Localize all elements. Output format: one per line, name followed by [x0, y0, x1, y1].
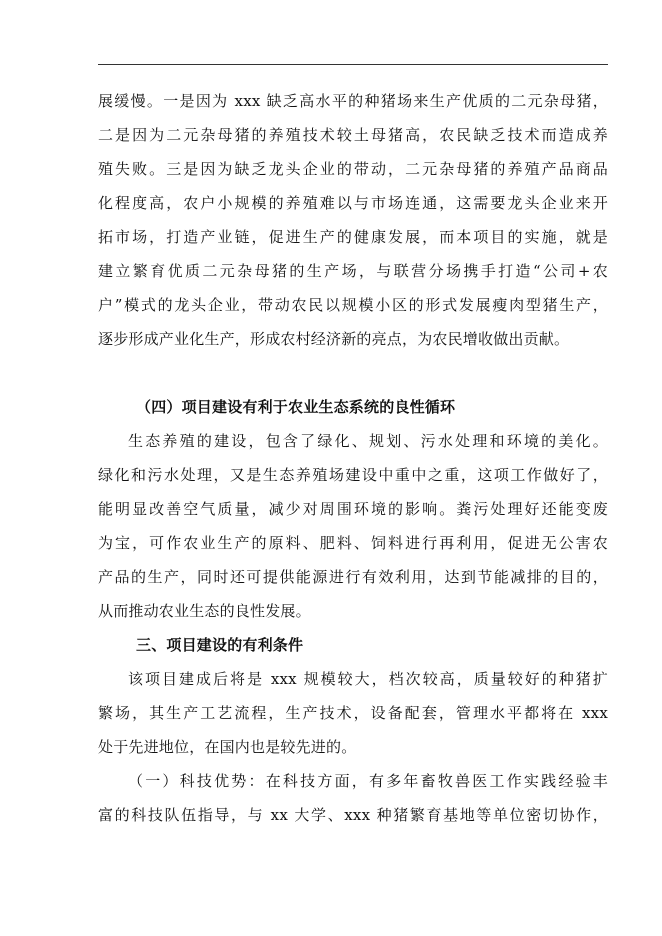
text-line: 二是因为二元杂母猪的养殖技术较土母猪高，农民缺乏技术而造成养 — [98, 126, 608, 144]
text-line: 能明显改善空气质量，减少对周围环境的影响。粪污处理好还能变废 — [98, 500, 608, 518]
header-rule — [98, 64, 608, 65]
text-line: 殖失败。三是因为缺乏龙头企业的带动，二元杂母猪的养殖产品商品 — [98, 160, 608, 178]
paragraph-gap — [98, 356, 608, 390]
text-line: 产品的生产，同时还可提供能源进行有效利用，达到节能减排的目的， — [98, 568, 608, 586]
paragraph-1 — [98, 84, 608, 356]
section-heading: 三、项目建设的有利条件 — [136, 636, 304, 654]
document-body — [98, 84, 608, 832]
text-line: 展缓慢。一是因为 xxx 缺乏高水平的种猪场来生产优质的二元杂母猪， — [98, 92, 608, 110]
section-heading: （四）项目建设有利于农业生态系统的良性循环 — [136, 398, 456, 416]
text-line: 富的科技队伍指导，与 xx 大学、xxx 种猪繁育基地等单位密切协作， — [98, 806, 608, 824]
text-line: 绿化和污水处理，又是生态养殖场建设中重中之重，这项工作做好了， — [98, 466, 608, 484]
text-line: 处于先进地位，在国内也是较先进的。 — [98, 738, 357, 756]
text-line: 从而推动农业生态的良性发展。 — [98, 602, 311, 620]
text-line: 逐步形成产业化生产，形成农村经济新的亮点，为农民增收做出贡献。 — [98, 330, 570, 348]
subsection-1 — [98, 764, 608, 832]
text-line: 户”模式的龙头企业，带动农民以规模小区的形式发展瘦肉型猪生产， — [98, 296, 608, 314]
section-4 — [98, 390, 608, 628]
text-line: 该项目建成后将是 xxx 规模较大，档次较高，质量较好的种猪扩 — [128, 670, 608, 688]
text-line: 建立繁育优质二元杂母猪的生产场，与联营分场携手打造“公司+农 — [98, 262, 608, 280]
text-line: 为宝，可作农业生产的原料、肥料、饲料进行再利用，促进无公害农 — [98, 534, 608, 552]
text-line: 繁场，其生产工艺流程，生产技术，设备配套，管理水平都将在 xxx — [98, 704, 608, 722]
text-line: 化程度高，农户小规模的养殖难以与市场连通，这需要龙头企业来开 — [98, 194, 608, 212]
text-line: 拓市场，打造产业链，促进生产的健康发展，而本项目的实施，就是 — [98, 228, 608, 246]
text-line: 生态养殖的建设，包含了绿化、规划、污水处理和环境的美化。 — [128, 432, 608, 450]
section-3 — [98, 628, 608, 764]
text-line: （一）科技优势：在科技方面，有多年畜牧兽医工作实践经验丰 — [128, 772, 608, 790]
